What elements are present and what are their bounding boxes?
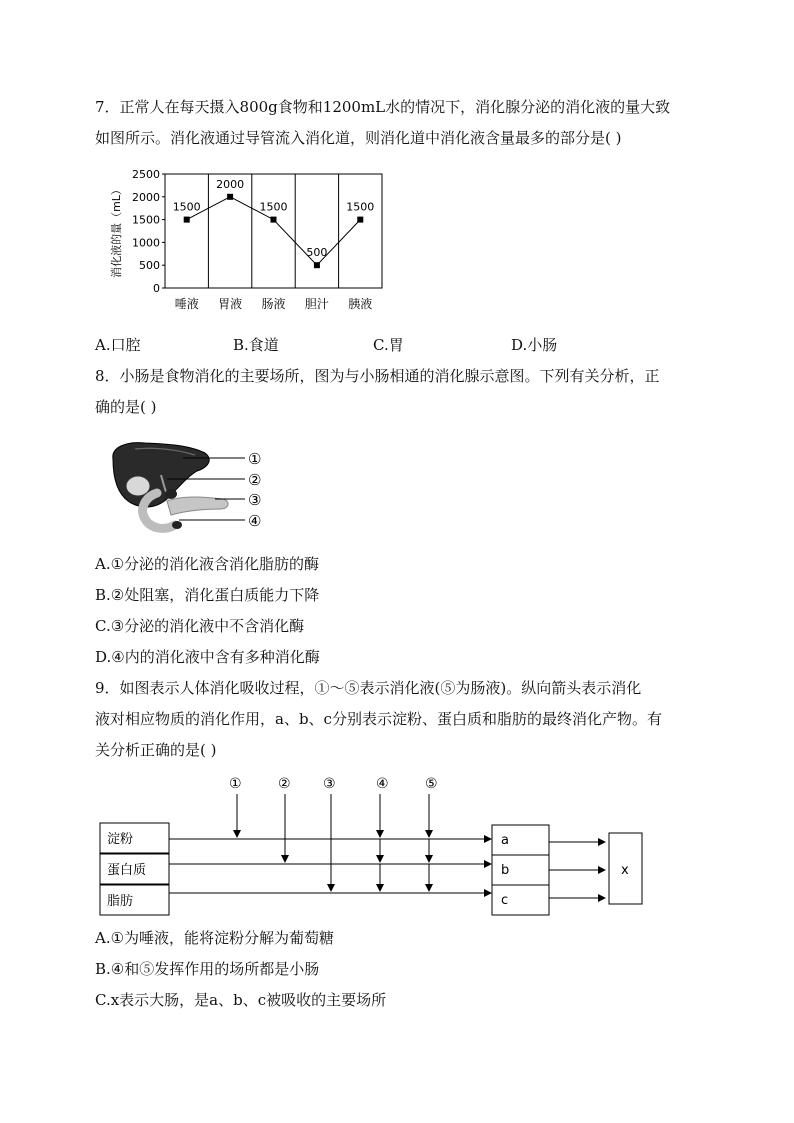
substance-starch: 淀粉	[107, 832, 134, 847]
product-c: c	[501, 893, 509, 908]
q9-option-b[interactable]: B.④和⑤发挥作用的场所都是小肠	[95, 960, 320, 978]
y-tick-label: 2500	[132, 168, 160, 181]
digestion-absorption-diagram	[95, 770, 655, 920]
substance-protein: 蛋白质	[107, 863, 147, 878]
q9-stem-line1: 9．如图表示人体消化吸收过程，①～⑤表示消化液(⑤为肠液)。纵向箭头表示消化	[95, 679, 642, 697]
q8-option-a[interactable]: A.①分泌的消化液含消化脂肪的酶	[95, 555, 320, 573]
q8-stem-line2: 确的是( )	[95, 398, 157, 416]
x-organ-label: x	[621, 863, 629, 878]
x-category-label: 胆汁	[304, 297, 329, 311]
q7-option-a[interactable]: A.口腔	[95, 336, 141, 354]
label-3: ③	[248, 491, 262, 509]
label-1: ①	[248, 450, 262, 468]
q9-stem-line3: 关分析正确的是( )	[95, 741, 217, 759]
q8-option-d[interactable]: D.④内的消化液中含有多种消化酶	[95, 648, 320, 666]
juice-3: ③	[323, 776, 336, 792]
pancreas-shape	[167, 497, 228, 515]
q8-stem-line1: 8．小肠是食物消化的主要场所，图为与小肠相通的消化腺示意图。下列有关分析，正	[95, 367, 660, 385]
q9-stem-line2: 液对相应物质的消化作用，a、b、c分别表示淀粉、蛋白质和脂肪的最终消化产物。有	[95, 710, 662, 728]
q9-option-a[interactable]: A.①为唾液，能将淀粉分解为葡萄糖	[95, 929, 335, 947]
q7-option-c[interactable]: C.胃	[373, 336, 404, 354]
substance-fat: 脂肪	[107, 894, 134, 909]
juice-4: ④	[376, 776, 389, 792]
y-tick-label: 1000	[132, 236, 160, 250]
data-label: 1500	[259, 200, 288, 214]
data-point	[184, 217, 190, 223]
q8-option-b[interactable]: B.②处阻塞，消化蛋白质能力下降	[95, 586, 320, 604]
x-category-label: 胰液	[348, 297, 373, 311]
juice-5: ⑤	[425, 776, 438, 792]
data-point	[271, 217, 277, 223]
data-label: 1500	[346, 200, 375, 214]
juice-2: ②	[278, 776, 291, 792]
q7-stem-line2: 如图所示。消化液通过导管流入消化道，则消化道中消化液含量最多的部分是( )	[95, 129, 622, 147]
data-point	[357, 217, 363, 223]
data-label: 1500	[172, 200, 201, 214]
label-2: ②	[248, 471, 262, 489]
data-point	[314, 262, 320, 268]
y-tick-label: 1500	[132, 213, 160, 227]
product-a: a	[501, 833, 509, 848]
q9-option-c[interactable]: C.x表示大肠，是a、b、c被吸收的主要场所	[95, 991, 387, 1009]
y-axis-label: 消化液的量（mL）	[110, 184, 123, 278]
y-tick-label: 0	[153, 282, 160, 295]
data-label: 500	[306, 246, 328, 260]
y-tick-label: 2000	[132, 190, 160, 204]
q7-option-d[interactable]: D.小肠	[511, 336, 558, 354]
product-b: b	[501, 863, 510, 878]
digestive-gland-illustration	[105, 437, 280, 537]
q7-stem-line1: 7．正常人在每天摄入800g食物和1200mL水的情况下，消化腺分泌的消化液的量大致	[95, 98, 671, 116]
gallbladder-shape	[126, 476, 150, 496]
digestive-juice-chart	[108, 168, 398, 318]
juice-1: ①	[229, 776, 242, 792]
x-category-label: 唾液	[174, 297, 199, 311]
q8-option-c[interactable]: C.③分泌的消化液中不含消化酶	[95, 617, 305, 635]
q7-option-b[interactable]: B.食道	[233, 336, 279, 354]
label-4: ④	[248, 512, 262, 530]
data-point	[227, 194, 233, 200]
x-category-label: 胃液	[218, 297, 243, 311]
data-label: 2000	[216, 177, 245, 191]
x-category-label: 肠液	[261, 297, 286, 311]
y-tick-label: 500	[139, 259, 160, 273]
